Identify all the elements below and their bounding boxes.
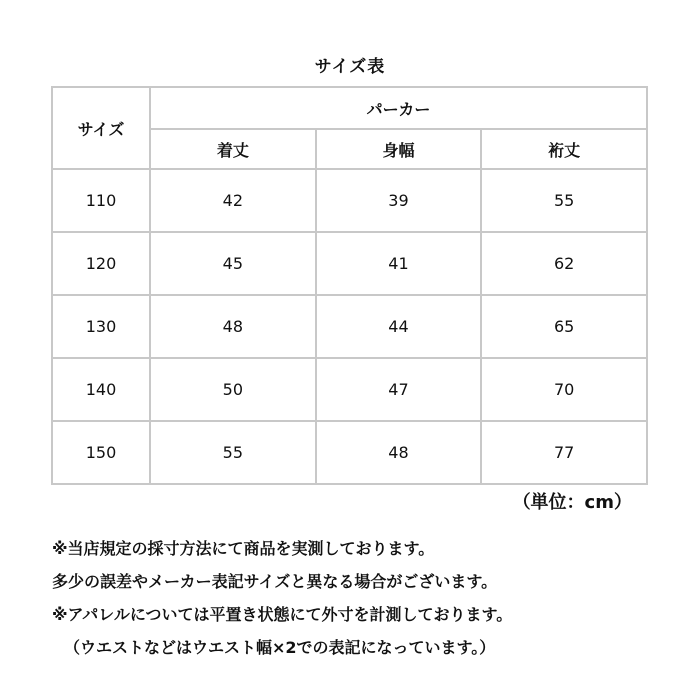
- width-cell: 41: [316, 232, 482, 295]
- table-row: [52, 169, 647, 232]
- table-header-row: [52, 87, 647, 129]
- length-cell: 45: [150, 232, 316, 295]
- unit-label: （単位：cm）: [512, 492, 632, 513]
- column-header-length: 着丈: [150, 129, 316, 169]
- size-table: [51, 86, 648, 485]
- length-cell: 50: [150, 358, 316, 421]
- size-cell: 110: [52, 169, 150, 232]
- width-cell: 44: [316, 295, 482, 358]
- width-cell: 47: [316, 358, 482, 421]
- chart-title: サイズ表: [314, 57, 386, 77]
- sleeve-cell: 65: [481, 295, 647, 358]
- column-header-width: 身幅: [316, 129, 482, 169]
- width-cell: 39: [316, 169, 482, 232]
- table-row: [52, 295, 647, 358]
- notes: [52, 532, 692, 664]
- sleeve-cell: 55: [481, 169, 647, 232]
- size-column-header: サイズ: [52, 87, 150, 169]
- length-cell: 42: [150, 169, 316, 232]
- width-cell: 48: [316, 421, 482, 484]
- table-row: [52, 232, 647, 295]
- table-row: [52, 358, 647, 421]
- note-line: ※当店規定の採寸方法にて商品を実測しております。: [52, 539, 435, 558]
- column-header-sleeve: 裄丈: [481, 129, 647, 169]
- note-line: ※アパレルについては平置き状態にて外寸を計測しております。: [52, 605, 513, 624]
- note-line: 多少の誤差やメーカー表記サイズと異なる場合がございます。: [52, 572, 498, 591]
- length-cell: 55: [150, 421, 316, 484]
- table-row: [52, 421, 647, 484]
- length-cell: 48: [150, 295, 316, 358]
- sleeve-cell: 70: [481, 358, 647, 421]
- sleeve-cell: 77: [481, 421, 647, 484]
- size-cell: 140: [52, 358, 150, 421]
- sleeve-cell: 62: [481, 232, 647, 295]
- size-cell: 150: [52, 421, 150, 484]
- note-line: （ウエストなどはウエスト幅×2での表記になっています。）: [64, 638, 496, 657]
- size-cell: 120: [52, 232, 150, 295]
- size-cell: 130: [52, 295, 150, 358]
- product-group-header: パーカー: [150, 87, 647, 129]
